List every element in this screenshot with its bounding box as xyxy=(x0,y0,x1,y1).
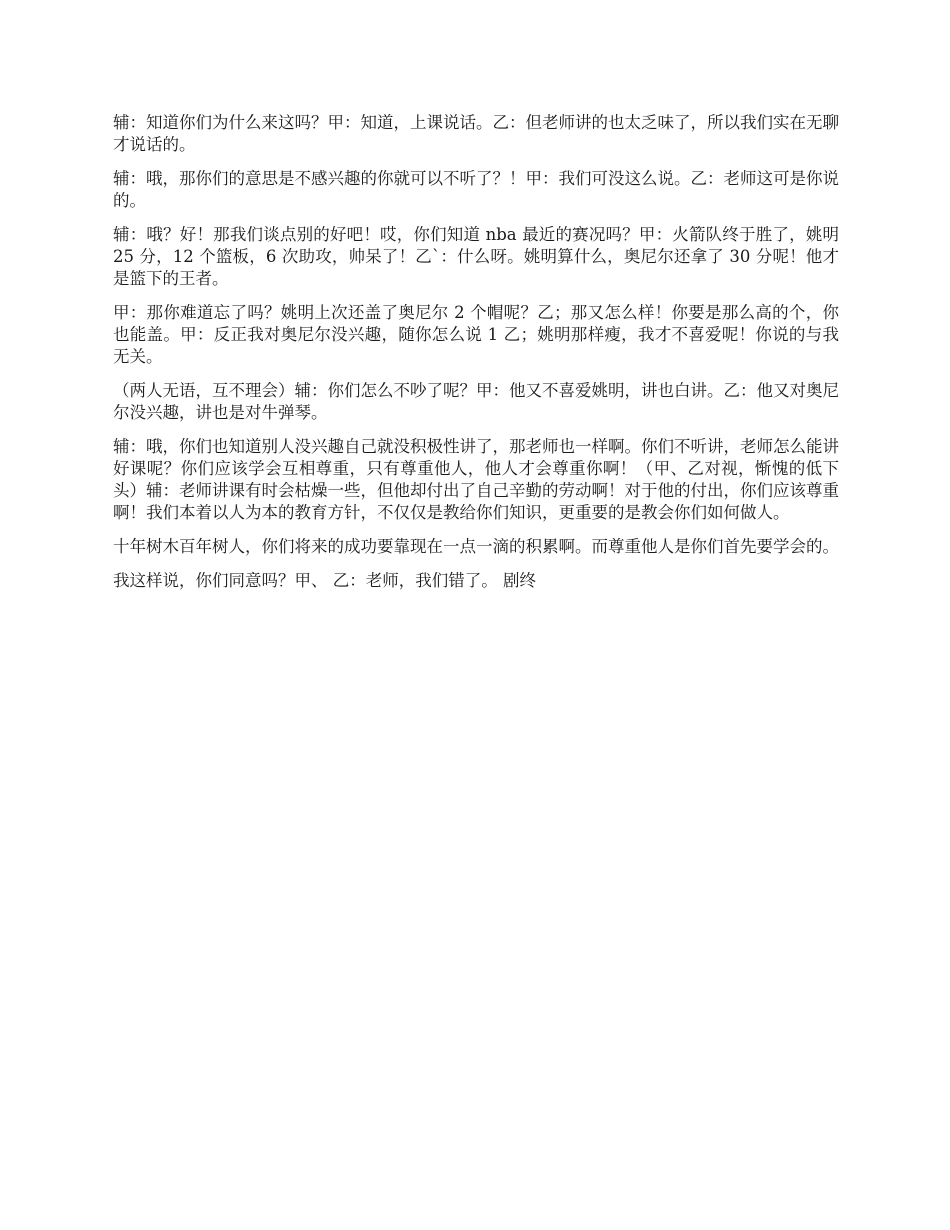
paragraph: （两人无语，互不理会）辅：你们怎么不吵了呢？甲：他又不喜爱姚明，讲也白讲。乙：他又对奥尼尔没兴趣，讲也是对牛弹琴。 xyxy=(113,381,839,422)
paragraph: 甲：那你难道忘了吗？姚明上次还盖了奥尼尔 2 个帽呢？乙；那又怎么样！你要是那么高的个，你也能盖。甲：反正我对奥尼尔没兴趣，随你怎么说 1 乙；姚明那样瘦，我才不喜爱呢！你说的与我无关。 xyxy=(113,303,839,366)
paragraph: 辅：哦？好！那我们谈点别的好吧！哎，你们知道 nba 最近的赛况吗？甲：火箭队终于胜了，姚明 25 分，12 个篮板，6 次助攻，帅呆了！乙`：什么呀。姚明算什么，奥尼尔还拿了 30 分呢！他才是篮下的王者。 xyxy=(113,225,839,288)
paragraph: 十年树木百年树人，你们将来的成功要靠现在一点一滴的积累啊。而尊重他人是你们首先要学会的。 xyxy=(113,537,839,556)
paragraph: 辅：哦，你们也知道别人没兴趣自己就没积极性讲了，那老师也一样啊。你们不听讲，老师怎么能讲好课呢？你们应该学会互相尊重，只有尊重他人，他人才会尊重你啊！（甲、乙对视，惭愧的低下头）辅：老师讲课有时会枯燥一些，但他却付出了自己辛勤的劳动啊！对于他的付出，你们应该尊重啊！我们本着以人为本的教育方针，不仅仅是教给你们知识，更重要的是教会你们如何做人。 xyxy=(113,437,839,522)
paragraph: 辅：哦，那你们的意思是不感兴趣的你就可以不听了？！甲：我们可没这么说。乙：老师这可是你说的。 xyxy=(113,169,839,210)
paragraph: 辅：知道你们为什么来这吗？甲：知道，上课说话。乙：但老师讲的也太乏味了，所以我们实在无聊才说话的。 xyxy=(113,113,839,154)
paragraph: 我这样说，你们同意吗？甲、 乙：老师，我们错了。 剧终 xyxy=(113,571,536,590)
document-page xyxy=(113,112,839,604)
